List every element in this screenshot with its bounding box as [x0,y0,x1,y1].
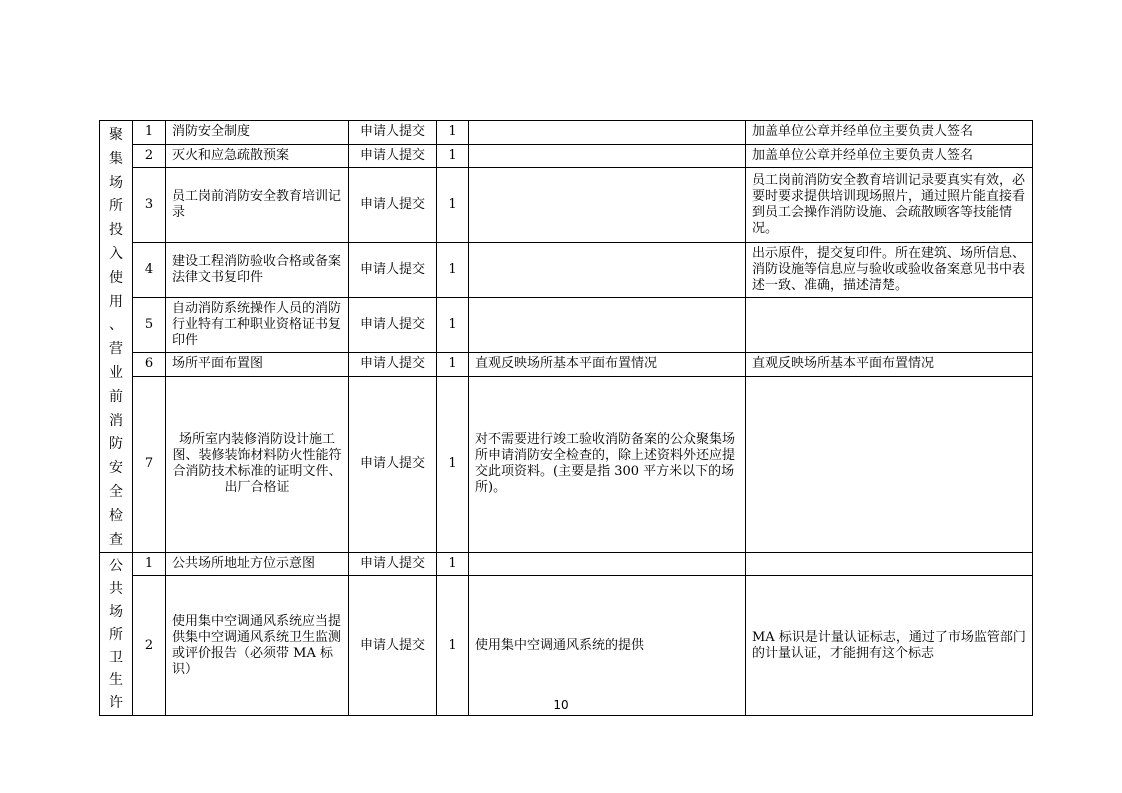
submitter: 申请人提交 [349,576,437,716]
requirements-table [99,120,1033,716]
description [469,242,746,297]
quantity: 1 [437,242,469,297]
material-name: 员工岗前消防安全教育培训记录 [166,168,349,242]
quantity: 1 [437,553,469,576]
note: 出示原件，提交复印件。所在建筑、场所信息、消防设施等信息应与验收或验收备案意见书中表述一致、准确，描述清楚。 [746,242,1033,297]
quantity: 1 [437,297,469,352]
note: 直观反映场所基本平面布置情况 [746,352,1033,376]
submitter: 申请人提交 [349,242,437,297]
description: 使用集中空调通风系统的提供 [469,576,746,716]
item-number: 2 [133,576,166,716]
note [746,376,1033,553]
material-name: 建设工程消防验收合格或备案法律文书复印件 [166,242,349,297]
item-number: 4 [133,242,166,297]
note [746,297,1033,352]
page-number: 10 [553,698,569,712]
description: 直观反映场所基本平面布置情况 [469,352,746,376]
submitter: 申请人提交 [349,144,437,168]
table-row [100,576,1033,716]
description: 对不需要进行竣工验收消防备案的公众聚集场所申请消防安全检查的，除上述资料外还应提交此项资料。(主要是指 300 平方米以下的场所)。 [469,376,746,553]
submitter: 申请人提交 [349,352,437,376]
description [469,168,746,242]
table-row [100,242,1033,297]
quantity: 1 [437,168,469,242]
table-row [100,144,1033,168]
table-row [100,168,1033,242]
material-name: 公共场所地址方位示意图 [166,553,349,576]
material-name: 使用集中空调通风系统应当提供集中空调通风系统卫生监测或评价报告（必须带 MA 标识） [166,576,349,716]
table-row [100,121,1033,145]
quantity: 1 [437,376,469,553]
material-name: 灭火和应急疏散预案 [166,144,349,168]
material-name: 自动消防系统操作人员的消防行业特有工种职业资格证书复印件 [166,297,349,352]
table-row [100,553,1033,576]
description [469,144,746,168]
note [746,553,1033,576]
submitter: 申请人提交 [349,168,437,242]
category-label: 公 共 场 所 卫 生 许 [109,558,123,712]
note: 加盖单位公章并经单位主要负责人签名 [746,121,1033,145]
submitter: 申请人提交 [349,121,437,145]
quantity: 1 [437,121,469,145]
quantity: 1 [437,576,469,716]
item-number: 3 [133,168,166,242]
quantity: 1 [437,352,469,376]
description [469,553,746,576]
item-number: 1 [133,553,166,576]
material-name: 场所室内装修消防设计施工图、装修装饰材料防火性能符合消防技术标准的证明文件、出厂合格证 [166,376,349,553]
item-number: 6 [133,352,166,376]
note: 加盖单位公章并经单位主要负责人签名 [746,144,1033,168]
category-cell-public-hygiene [100,553,133,716]
item-number: 2 [133,144,166,168]
category-label: 聚 集 场 所 投 入 使 用 、 营 业 前 消 防 安 全 检 查 [109,127,123,548]
item-number: 5 [133,297,166,352]
submitter: 申请人提交 [349,376,437,553]
table-row [100,297,1033,352]
note: MA 标识是计量认证标志，通过了市场监管部门的计量认证，才能拥有这个标志 [746,576,1033,716]
table-row [100,376,1033,553]
item-number: 1 [133,121,166,145]
material-name: 消防安全制度 [166,121,349,145]
material-name: 场所平面布置图 [166,352,349,376]
table-row [100,352,1033,376]
quantity: 1 [437,144,469,168]
item-number: 7 [133,376,166,553]
category-cell-fire-inspection [100,121,133,553]
submitter: 申请人提交 [349,297,437,352]
submitter: 申请人提交 [349,553,437,576]
description [469,121,746,145]
description [469,297,746,352]
note: 员工岗前消防安全教育培训记录要真实有效，必要时要求提供培训现场照片，通过照片能直接看到员工会操作消防设施、会疏散顾客等技能情况。 [746,168,1033,242]
